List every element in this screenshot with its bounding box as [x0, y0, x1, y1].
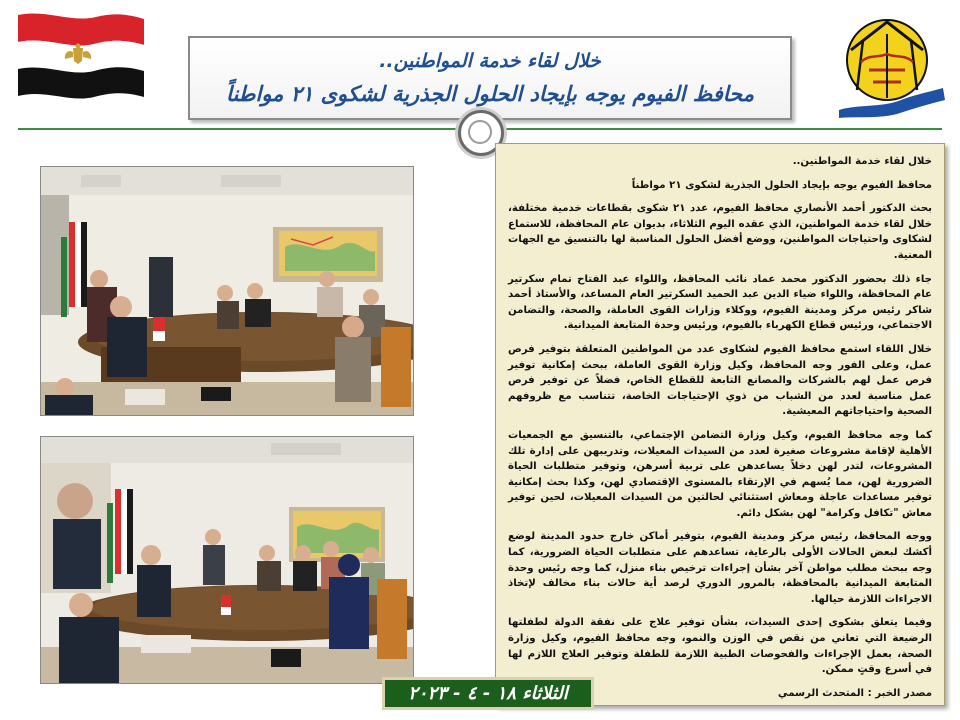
- meeting-photo-2: [40, 436, 414, 684]
- article-paragraph-3: خلال اللقاء استمع محافظ الفيوم لشكاوى عدد من المواطنين المتعلقة بتوفير فرص عمل، وعلى الفور وجه المحافظ، وكيل وزارة القوى العاملة، ببحث إمكانية توفير فرص عمل لهم بالشركات والمصانع التابعة للقطاع الخاص، فضلاً عن توفير فرص عمل مناسبة لعدد من الشباب من ذوي الإحتياجات الخاصة، تتناسب مع ظروفهم الصحية واحتياجاتهم المعيشية.: [508, 343, 932, 418]
- article-paragraph-4: كما وجه محافظ الفيوم، وكيل وزارة التضامن الإجتماعي، بالتنسيق مع الجمعيات الأهلية لإقامة مشروعات صغيرة لعدد من السيدات المعيلات، وتدريبهن على إدارة تلك المشروعات، لتدر لهن دخلاً يساعدهن على تربية أسرهن، وتوفير متطلبات الحياة الضرورية لهن، مما يُسهم في الإرتقاء بالمستوى الإقتصادي لهن، وكذا بحث إمكانية توفير مساعدات عاجلة ومعاش استثنائي لحالتين من السيدات المعيلات، لحين توفير معاش "تكافل وكرامة" لهن بشكل دائم.: [508, 429, 932, 519]
- meeting-photo-1: [40, 166, 414, 416]
- egypt-flag-image: [16, 9, 146, 104]
- article-paragraph-2: جاء ذلك بحضور الدكتور محمد عماد نائب المحافظ، واللواء عبد الفتاح تمام سكرتير عام المحافظة، واللواء ضياء الدين عبد الحميد السكرتير العام المساعد، والأستاذ أحمد شاكر رئيس مركز ومدينة الفيوم، ووكلاء وزارات القوى العاملة، والصحة، والتضامن الاجتماعي، ورئيس قطاع الكهرباء بالفيوم، ورئيس وحدة المتابعة الميدانية.: [508, 273, 932, 332]
- fayoum-governorate-logo: [833, 10, 948, 120]
- article-source: مصدر الخبر : المتحدث الرسمي: [777, 687, 932, 699]
- article-text-panel: [495, 143, 945, 706]
- headline-box: [188, 36, 792, 120]
- article-title-2: محافظ الفيوم يوجه بإيجاد الحلول الجذرية لشكوى ٢١ مواطناً: [631, 179, 932, 191]
- article-title-1: خلال لقاء خدمة المواطنين..: [792, 156, 932, 167]
- article-paragraph-1: بحث الدكتور أحمد الأنصاري محافظ الفيوم، عدد ٢١ شكوى بقطاعات خدمية مختلفة، خلال لقاء خدمة المواطنين، الذي عقده اليوم الثلاثاء، بديوان عام المحافظة، للاستماع لشكاوى واحتياجات المواطنين، ووضع أفضل الحلول المناسبة لها بالتنسيق مع الجهات المعنية.: [508, 203, 932, 261]
- headline-line2: محافظ الفيوم يوجه بإيجاد الحلول الجذرية لشكوى ٢١ مواطناً: [226, 82, 754, 106]
- headline-line1: خلال لقاء خدمة المواطنين..: [379, 50, 601, 72]
- date-badge: الثلاثاء ١٨ - ٤ - ٢٠٢٣: [382, 677, 594, 710]
- article-paragraph-5: ووجه المحافظ، رئيس مركز ومدينة الفيوم، بتوفير أماكن خارج حدود المدينة لوضع أكشك لبعض الحالات الأولى بالرعاية، تساعدهم على متطلبات الحياة الضرورية، كما وجه ببحث مطلب مواطن آخر بشأن إجراءات ترخيص بناء منزل، كما وجه رئيس وحدة المتابعة الميدانية بالمحافظة، بالمرور الدوري لرصد أية حالات بناء مخالف لإتخاذ الاجراءات اللازمة حيالها.: [508, 531, 932, 605]
- article-paragraph-6: وفيما يتعلق بشكوى إحدى السيدات، بشأن توفير علاج على نفقة الدولة لطفلتها الرضيعة التي تعاني من نقص في الوزن والنمو، وجه محافظ الفيوم، وكيل وزارة الصحة، بعمل الإجراءات والفحوصات الطبية اللازمة للطفلة وتوفير العلاج اللازم لها في أسرع وقتٍ ممكن.: [508, 617, 932, 676]
